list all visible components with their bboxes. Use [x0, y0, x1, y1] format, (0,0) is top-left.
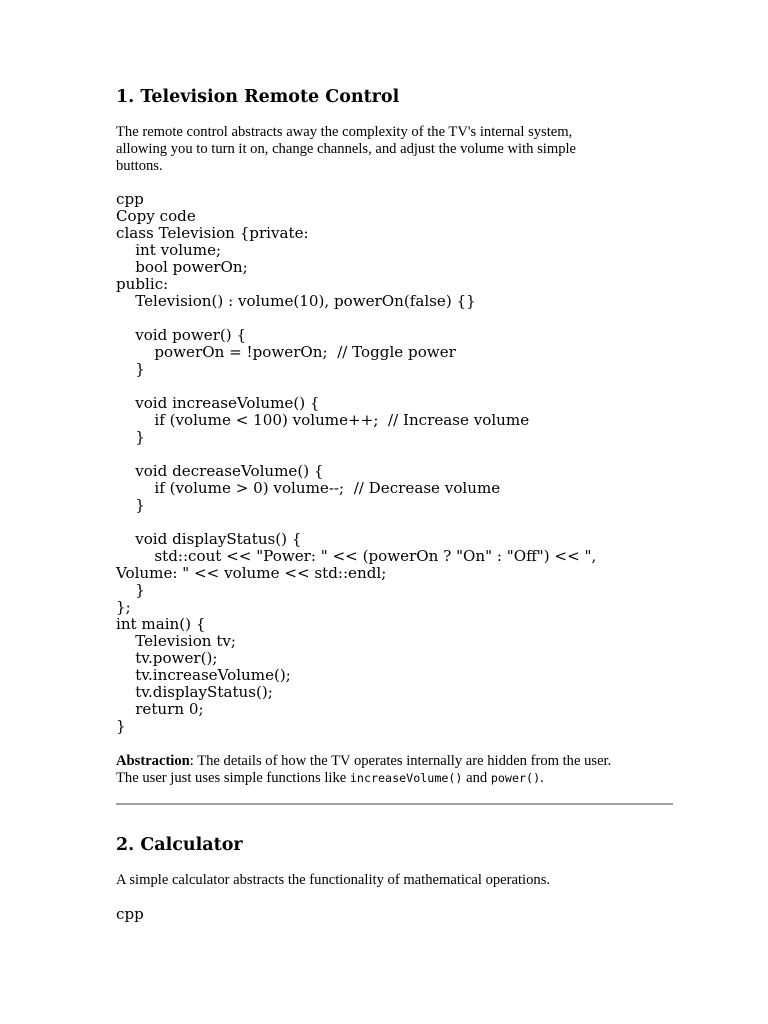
television-intro-line: allowing you to turn it on, change channels, and adjust the volume with simple — [116, 141, 577, 157]
code-line: }; — [116, 598, 131, 616]
television-intro-line: The remote control abstracts away the complexity of the TV's internal system, — [116, 124, 573, 140]
code-line: int volume; — [116, 241, 222, 259]
code-line: if (volume < 100) volume++; // Increase volume — [116, 411, 530, 429]
code-line: } — [116, 581, 145, 599]
code-line — [116, 514, 596, 531]
calculator-code-block — [116, 906, 144, 923]
code-line: powerOn = !powerOn; // Toggle power — [116, 343, 456, 361]
code-line: Television() : volume(10), powerOn(false) {} — [116, 292, 476, 310]
code-line: tv.power(); — [116, 649, 218, 667]
code-line: } — [116, 717, 126, 735]
inline-code-power: power() — [490, 771, 541, 785]
code-line: Television tv; — [116, 632, 236, 650]
code-line: void decreaseVolume() { — [116, 462, 324, 480]
code-line: void displayStatus() { — [116, 530, 302, 548]
code-line: } — [116, 360, 145, 378]
code-line — [116, 378, 596, 395]
code-line: public: — [116, 275, 169, 293]
code-line: return 0; — [116, 700, 204, 718]
section-heading-television: 1. Television Remote Control — [116, 87, 400, 107]
code-line: cpp — [116, 905, 144, 923]
code-line: std::cout << "Power: " << (powerOn ? "On" : "Off") << ", — [116, 547, 597, 565]
code-line: tv.displayStatus(); — [116, 683, 273, 701]
abstraction-text: and — [462, 770, 491, 786]
inline-code-increase-volume: increaseVolume() — [349, 771, 463, 785]
calculator-intro: A simple calculator abstracts the functionality of mathematical operations. — [116, 872, 551, 888]
section-divider — [116, 803, 673, 805]
code-line: if (volume > 0) volume--; // Decrease volume — [116, 479, 501, 497]
code-line — [116, 310, 596, 327]
television-code-block — [116, 191, 596, 735]
television-intro-line: buttons. — [116, 158, 163, 174]
abstraction-text: . — [540, 770, 544, 786]
code-line: Volume: " << volume << std::endl; — [116, 564, 387, 582]
code-line: cpp — [116, 190, 144, 208]
code-line: Copy code — [116, 207, 196, 225]
code-line: } — [116, 496, 145, 514]
code-line: bool powerOn; — [116, 258, 248, 276]
code-line: } — [116, 428, 145, 446]
code-line: class Television {private: — [116, 224, 309, 242]
code-line: int main() { — [116, 615, 206, 633]
code-line: tv.increaseVolume(); — [116, 666, 291, 684]
code-line — [116, 446, 596, 463]
code-line: void power() { — [116, 326, 247, 344]
abstraction-text: The user just uses simple functions like — [116, 770, 350, 786]
television-intro — [116, 124, 656, 175]
abstraction-text: : The details of how the TV operates internally are hidden from the user. — [189, 753, 612, 769]
abstraction-note — [116, 753, 656, 787]
abstraction-label: Abstraction — [116, 753, 190, 769]
code-line: void increaseVolume() { — [116, 394, 320, 412]
section-heading-calculator: 2. Calculator — [116, 835, 243, 855]
